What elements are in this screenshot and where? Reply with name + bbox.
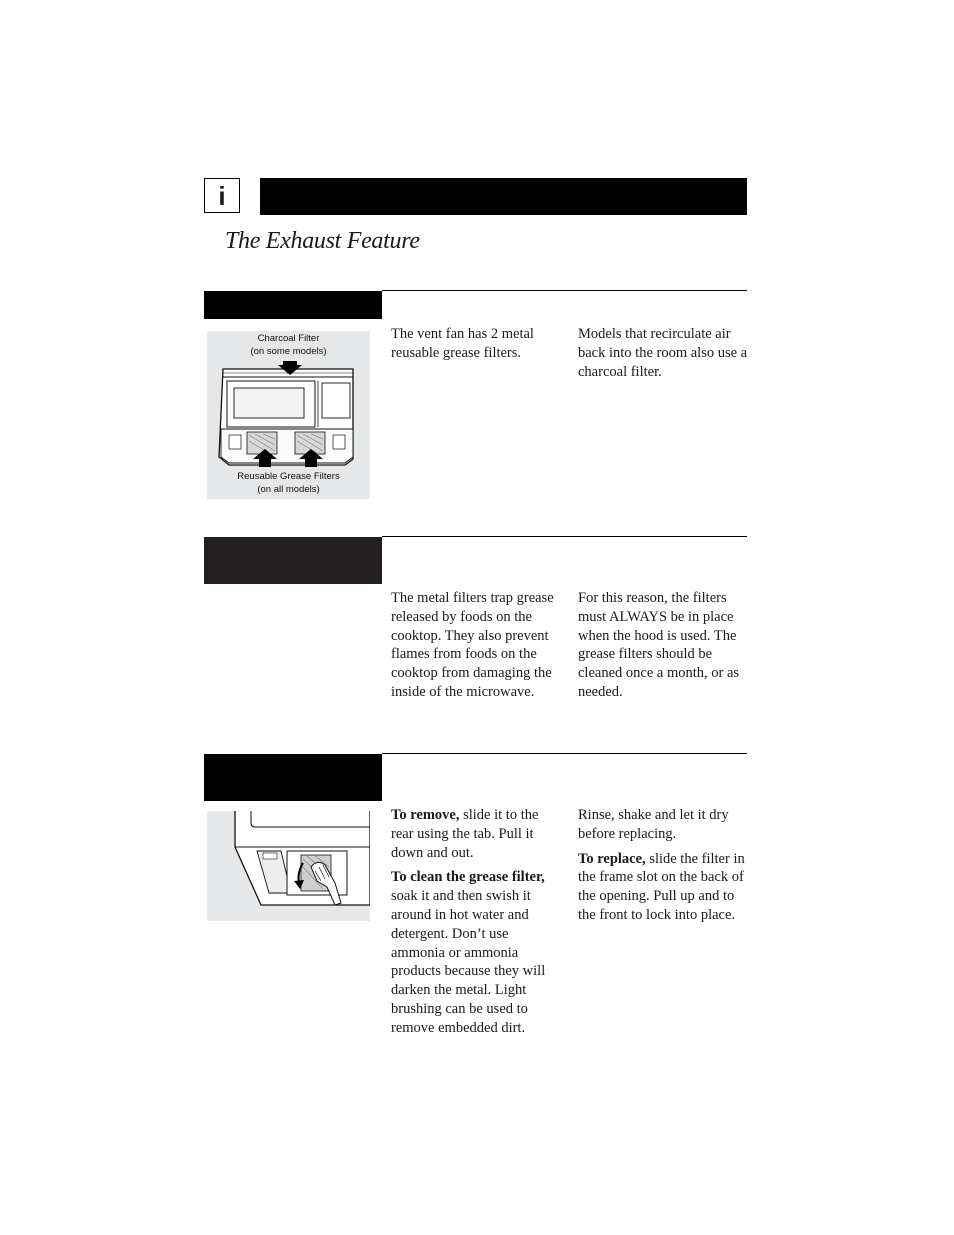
page-title: The Exhaust Feature xyxy=(225,228,420,254)
section-2-col-1 xyxy=(391,589,563,708)
bold-lead: To replace, xyxy=(578,850,646,867)
info-glyph: i xyxy=(218,180,226,211)
section-1-col-2 xyxy=(578,325,750,387)
paragraph-text: Rinse, shake and let it dry before replacing. xyxy=(578,807,729,842)
section-2-rule xyxy=(382,536,747,537)
grease-filters-caption xyxy=(207,470,370,496)
section-1-tab xyxy=(204,291,382,319)
caption-line: (on some models) xyxy=(250,346,327,357)
caption-line: Reusable Grease Filters xyxy=(237,471,340,482)
section-1-col-1 xyxy=(391,325,563,369)
paragraph: Models that recirculate air back into the room also use a charcoal filter. xyxy=(578,326,748,380)
section-2-tab xyxy=(204,537,382,584)
filter-removal-illustration xyxy=(207,811,370,921)
header-bar xyxy=(260,178,747,215)
info-icon xyxy=(204,178,240,213)
section-2-col-2 xyxy=(578,589,750,708)
paragraph-text: slide it to the rear using the tab. Pull it down and out. xyxy=(391,807,539,861)
filter-removal-figure xyxy=(207,811,370,921)
bold-lead: To clean the grease filter, xyxy=(391,869,545,886)
caption-line: Charcoal Filter xyxy=(257,333,320,344)
replace-instructions xyxy=(578,850,750,925)
charcoal-filter-caption xyxy=(207,332,370,358)
microwave-illustration xyxy=(207,359,370,471)
bold-lead: To remove, xyxy=(391,807,460,823)
caption-line: (on all models) xyxy=(257,484,320,495)
section-1-rule xyxy=(382,290,747,291)
paragraph-text: slide the filter in the frame slot on the back of the opening. Pull up and to the front to lock into place. xyxy=(578,850,745,923)
paragraph: The metal filters trap grease released by foods on the cooktop. They also prevent flames from foods on the cooktop from damaging the inside of the microwave. xyxy=(391,590,554,700)
section-3-col-2 xyxy=(578,806,750,931)
paragraph: For this reason, the filters must ALWAYS be in place when the hood is used. The grease filters should be cleaned once a month, or as needed. xyxy=(578,590,740,700)
clean-instructions xyxy=(391,868,563,1037)
paragraph-text: soak it and then swish it around in hot water and detergent. Don’t use ammonia or ammonia products because they will darken the metal. Light brushing can be used to remove embedded dirt. xyxy=(391,888,546,1036)
rinse-instructions xyxy=(578,806,750,844)
microwave-filters-figure xyxy=(207,331,370,499)
paragraph: The vent fan has 2 metal reusable grease filters. xyxy=(391,326,534,361)
section-3-rule xyxy=(382,753,747,754)
section-3-tab xyxy=(204,754,382,801)
remove-instructions xyxy=(391,806,563,862)
section-3-col-1 xyxy=(391,806,563,1044)
